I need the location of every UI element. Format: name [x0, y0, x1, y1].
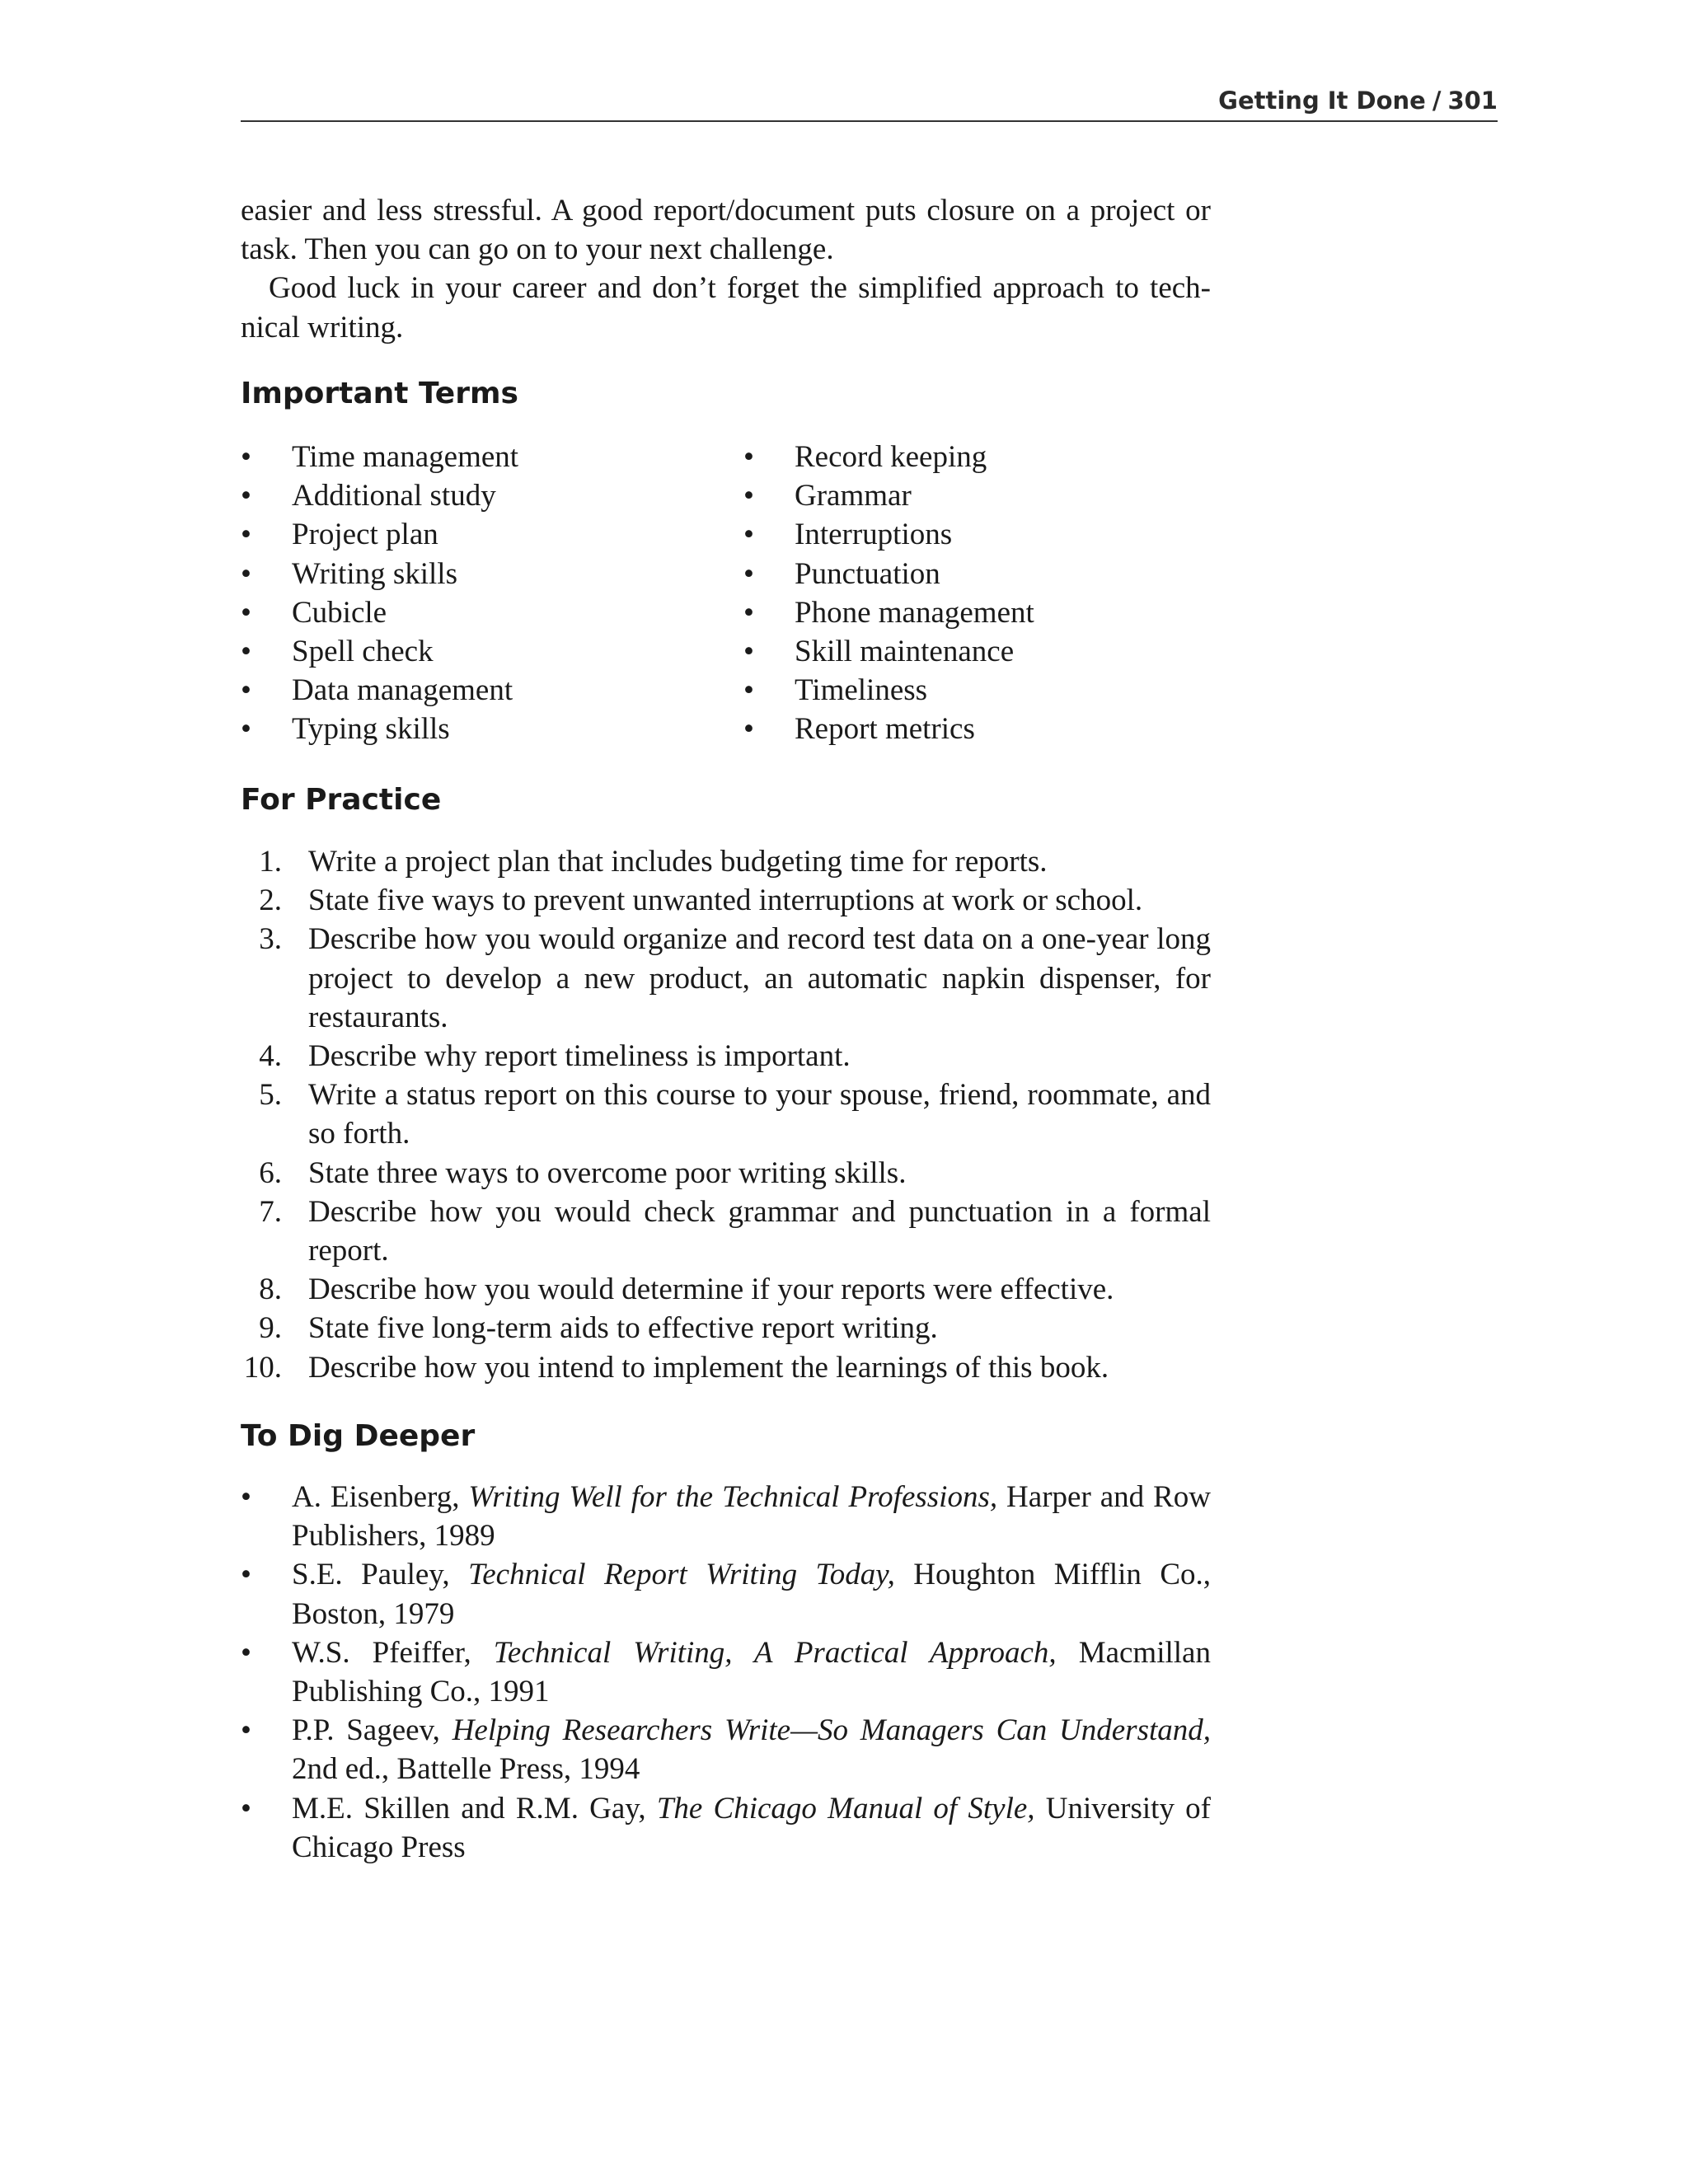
bullet-icon: •	[241, 1480, 251, 1514]
section-title: Getting It Done	[1218, 87, 1426, 115]
practice-item	[241, 1348, 1211, 1387]
reference-publisher: Houghton Mifflin Co., Boston, 1979	[292, 1558, 1211, 1631]
practice-item	[241, 1154, 1211, 1193]
term-text: Skill maintenance	[795, 634, 1015, 668]
reference-item	[241, 1555, 1211, 1633]
practice-item	[241, 842, 1211, 881]
reference-item	[241, 1478, 1211, 1555]
bullet-icon: •	[241, 518, 251, 552]
term-text: Additional study	[292, 479, 496, 513]
reference-author: A. Eisenberg,	[292, 1480, 469, 1514]
practice-item-text: State five long-term aids to effective report writing.	[308, 1311, 938, 1346]
reference-author: P.P. Sageev,	[292, 1713, 452, 1748]
reference-publisher: University of Chicago Press	[292, 1791, 1211, 1864]
term-item	[743, 476, 1034, 515]
practice-item-number: 1.	[259, 845, 282, 879]
practice-item-number: 9.	[259, 1311, 282, 1346]
reference-item	[241, 1633, 1211, 1711]
reference-item	[241, 1711, 1211, 1788]
practice-item-number: 2.	[259, 883, 282, 918]
term-item	[241, 710, 518, 748]
practice-item-number: 3.	[259, 922, 282, 957]
practice-item-text: State three ways to overcome poor writing skills.	[308, 1155, 907, 1190]
term-item	[743, 710, 1034, 748]
practice-item-text: Describe how you would determine if your reports were effective.	[308, 1272, 1114, 1307]
term-text: Cubicle	[292, 595, 387, 630]
term-text: Phone management	[795, 595, 1034, 630]
bullet-icon: •	[743, 595, 754, 630]
practice-item-text: Describe how you intend to implement the learnings of this book.	[308, 1350, 1109, 1385]
term-item	[743, 593, 1034, 632]
term-text: Grammar	[795, 479, 912, 513]
term-item	[241, 515, 518, 554]
bullet-icon: •	[241, 556, 251, 591]
bullet-icon: •	[241, 595, 251, 630]
term-text: Record keeping	[795, 440, 987, 474]
practice-item	[241, 881, 1211, 920]
bullet-icon: •	[743, 634, 754, 668]
practice-item-text: Write a project plan that includes budgeting time for reports.	[308, 845, 1048, 879]
practice-item-number: 8.	[259, 1272, 282, 1307]
bullet-icon: •	[241, 1635, 251, 1670]
term-text: Typing skills	[292, 712, 450, 747]
term-item	[743, 632, 1034, 671]
for-practice-heading: For Practice	[241, 783, 442, 817]
term-text: Punctuation	[795, 556, 940, 591]
bullet-icon: •	[241, 1713, 251, 1748]
bullet-icon: •	[241, 479, 251, 513]
bullet-icon: •	[241, 712, 251, 747]
bullet-icon: •	[743, 479, 754, 513]
reference-publisher: Macmillan Publishing Co., 1991	[292, 1635, 1211, 1709]
practice-item-number: 7.	[259, 1194, 282, 1229]
term-item	[743, 671, 1034, 710]
term-text: Interruptions	[795, 518, 953, 552]
term-item	[241, 671, 518, 710]
practice-item-number: 4.	[259, 1039, 282, 1074]
term-item	[743, 438, 1034, 476]
running-head	[241, 82, 1498, 122]
practice-item	[241, 1309, 1211, 1347]
page-number: 301	[1447, 87, 1498, 115]
bullet-icon: •	[241, 673, 251, 708]
reference-title: Helping Researchers Write—So Managers Can Understand,	[452, 1713, 1211, 1748]
term-text: Spell check	[292, 634, 434, 668]
bullet-icon: •	[743, 518, 754, 552]
bullet-icon: •	[241, 1558, 251, 1592]
intro-paragraph-1: easier and less stressful. A good report/document puts closure on a project or task. Then you can go on to your next challenge.	[241, 194, 1211, 267]
reference-item	[241, 1789, 1211, 1867]
reference-title: Writing Well for the Technical Professions,	[468, 1480, 998, 1514]
reference-author: M.E. Skillen and R.M. Gay,	[292, 1791, 657, 1825]
terms-column-2	[743, 438, 1034, 749]
dig-deeper-heading: To Dig Deeper	[241, 1419, 476, 1453]
bullet-icon: •	[743, 440, 754, 474]
bullet-icon: •	[241, 440, 251, 474]
practice-item-text: State five ways to prevent unwanted interruptions at work or school.	[308, 883, 1143, 918]
header-separator: /	[1432, 87, 1442, 115]
reference-author: S.E. Pauley,	[292, 1558, 469, 1592]
practice-item	[241, 1076, 1211, 1153]
practice-item	[241, 1270, 1211, 1309]
term-item	[241, 438, 518, 476]
practice-item	[241, 920, 1211, 1037]
practice-item-text: Describe how you would organize and record test data on a one-year long project to develop a new product, an automatic napkin dispenser, for restaurants.	[308, 922, 1211, 1034]
term-text: Time management	[292, 440, 519, 474]
practice-item-number: 5.	[259, 1078, 282, 1113]
term-text: Report metrics	[795, 712, 975, 747]
bullet-icon: •	[743, 712, 754, 747]
reference-title: Technical Writing, A Practical Approach,	[493, 1635, 1057, 1670]
body-column	[241, 191, 1212, 1864]
practice-item-number: 6.	[259, 1155, 282, 1190]
references-list	[241, 1478, 1211, 1867]
term-item	[743, 555, 1034, 593]
practice-item-text: Describe why report timeliness is important.	[308, 1039, 851, 1074]
important-terms-heading: Important Terms	[241, 377, 518, 410]
bullet-icon: •	[241, 634, 251, 668]
term-item	[241, 555, 518, 593]
reference-author: W.S. Pfeiffer,	[292, 1635, 494, 1670]
practice-item	[241, 1193, 1211, 1270]
term-item	[743, 515, 1034, 554]
practice-item-number: 10.	[243, 1350, 282, 1385]
intro-paragraph-2: Good luck in your career and don’t forget the simplified approach to technical writing.	[241, 271, 1211, 344]
term-item	[241, 632, 518, 671]
practice-item-text: Describe how you would check grammar and punctuation in a formal report.	[308, 1194, 1211, 1268]
bullet-icon: •	[743, 673, 754, 708]
reference-title: The Chicago Manual of Style,	[656, 1791, 1035, 1825]
term-item	[241, 476, 518, 515]
terms-column-1	[241, 438, 518, 749]
term-text: Data management	[292, 673, 513, 708]
practice-item	[241, 1037, 1211, 1076]
important-terms-list	[241, 438, 1211, 767]
bullet-icon: •	[743, 556, 754, 591]
practice-item-text: Write a status report on this course to your spouse, friend, roommate, and so forth.	[308, 1078, 1211, 1151]
practice-list	[241, 842, 1211, 1387]
reference-publisher: 2nd ed., Battelle Press, 1994	[292, 1752, 640, 1787]
bullet-icon: •	[241, 1791, 251, 1825]
term-item	[241, 593, 518, 632]
term-text: Timeliness	[795, 673, 928, 708]
term-text: Project plan	[292, 518, 438, 552]
reference-publisher: Harper and Row Publishers, 1989	[292, 1480, 1212, 1554]
term-text: Writing skills	[292, 556, 457, 591]
reference-title: Technical Report Writing Today,	[468, 1558, 895, 1592]
